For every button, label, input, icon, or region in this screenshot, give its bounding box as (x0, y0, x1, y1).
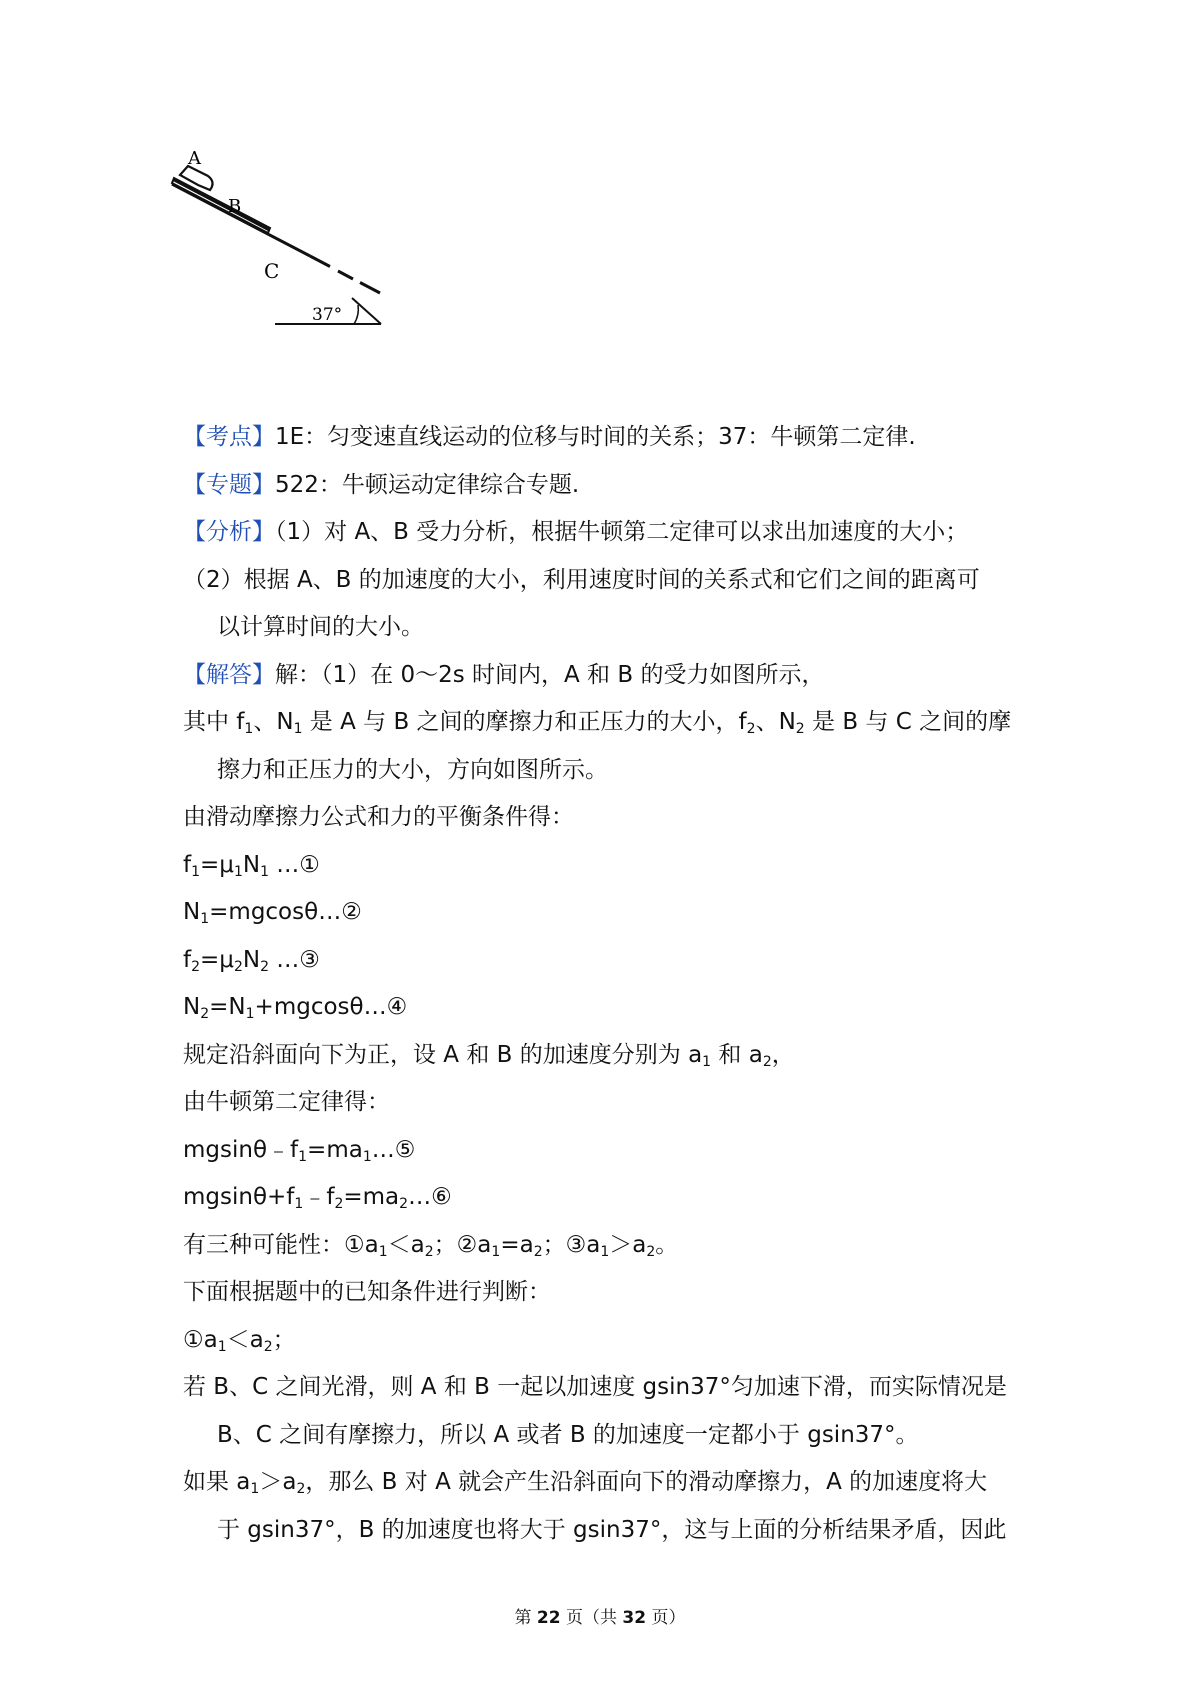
kaodian-tag: 【考点】 (183, 424, 275, 450)
equation-2: $N_1=mgcos\theta\dots ②$ (183, 899, 362, 927)
page-footer: 第 22 页（共 32 页） (514, 1608, 686, 1628)
equation-5: $mgsin\theta﹣f_1=ma_1\dots ⑤$ (183, 1136, 416, 1165)
jieda-l17: B、C 之间有摩擦力，所以 A 或者 B 的加速度一定都小于 gsin37°。 (217, 1421, 919, 1448)
incline-diagram (170, 150, 430, 360)
jieda-l16: 若 B、C 之间光滑，则 A 和 B 一起以加速度 gsin37°匀加速下滑，而实际情况是 (183, 1374, 1007, 1400)
angle-label: 37° (312, 305, 343, 325)
equation-1: $f_1=\mu_1N_1$ …① (183, 851, 320, 880)
fenxi-line (183, 509, 1043, 557)
jieda-l3: 擦力和正压力的大小，方向如图所示。 (217, 756, 608, 783)
fenxi-p2-line2: 以计算时间的大小。 (217, 614, 424, 640)
solution-text (183, 414, 1043, 1554)
equation-3: $f_2=\mu_2N_2$ …③ (183, 946, 320, 975)
incline-surface (310, 256, 330, 267)
equation-6: $mgsin\theta+f_1﹣f_2=ma_2\dots ⑥$ (183, 1184, 452, 1212)
page-total: 32 (622, 1608, 647, 1628)
jieda-text: 解：（1）在 0～2s 时间内，A 和 B 的受力如图所示， (275, 661, 825, 688)
angle-arc (354, 305, 358, 324)
kaodian-line (183, 414, 1043, 462)
label-c: C (264, 259, 280, 283)
incline-dash (338, 271, 353, 279)
zhuanti-line (183, 462, 1043, 510)
page-number: 22 (536, 1608, 561, 1628)
jieda-l9: 规定沿斜面向下为正，设 A 和 B 的加速度分别为 $a_1$ 和 $a_2$， (183, 1041, 795, 1070)
jieda-l4: 由滑动摩擦力公式和力的平衡条件得： (183, 804, 574, 830)
fenxi-p2-line1: （2）根据 A、B 的加速度的大小，利用速度时间的关系式和它们之间的距离可 (183, 566, 980, 593)
jieda-l18: 如果 $a_1>a_2$，那么 B 对 A 就会产生沿斜面向下的滑动摩擦力，A 的加速度将大 (183, 1469, 988, 1497)
label-b: B (228, 196, 242, 217)
label-a: A (188, 150, 201, 169)
equation-4: $N_2=N_1+mgcos\theta\dots ④$ (183, 994, 408, 1022)
kaodian-text: 1E：匀变速直线运动的位移与时间的关系；37：牛顿第二定律. (275, 424, 916, 450)
jieda-l2: 其中 $f_1$、$N_1$ 是 A 与 B 之间的摩擦力和正压力的大小，$f_2$、$N_2$ 是 B 与 C 之间的摩 (183, 709, 1012, 737)
zhuanti-tag: 【专题】 (183, 471, 275, 498)
jieda-l14: 下面根据题中的已知条件进行判断： (183, 1279, 551, 1305)
jieda-tag: 【解答】 (183, 661, 275, 688)
jieda-l13: 有三种可能性：$①a_1<a_2$；$②a_1=a_2$；$③a_1>a_2$。 (183, 1231, 679, 1260)
fenxi-text: （1）对 A、B 受力分析，根据牛顿第二定律可以求出加速度的大小； (275, 519, 969, 545)
incline-dash (360, 283, 380, 294)
jieda-l15: $①a_1<a_2$； (183, 1326, 296, 1355)
jieda-l19: 于 gsin37°，B 的加速度也将大于 gsin37°，这与上面的分析结果矛盾，因此 (217, 1516, 1007, 1543)
fenxi-tag: 【分析】 (183, 519, 275, 545)
jieda-l10: 由牛顿第二定律得： (183, 1089, 390, 1115)
incline-diagram-svg (170, 150, 430, 360)
zhuanti-text: 522：牛顿运动定律综合专题. (275, 471, 580, 498)
jieda-line (183, 652, 1043, 700)
